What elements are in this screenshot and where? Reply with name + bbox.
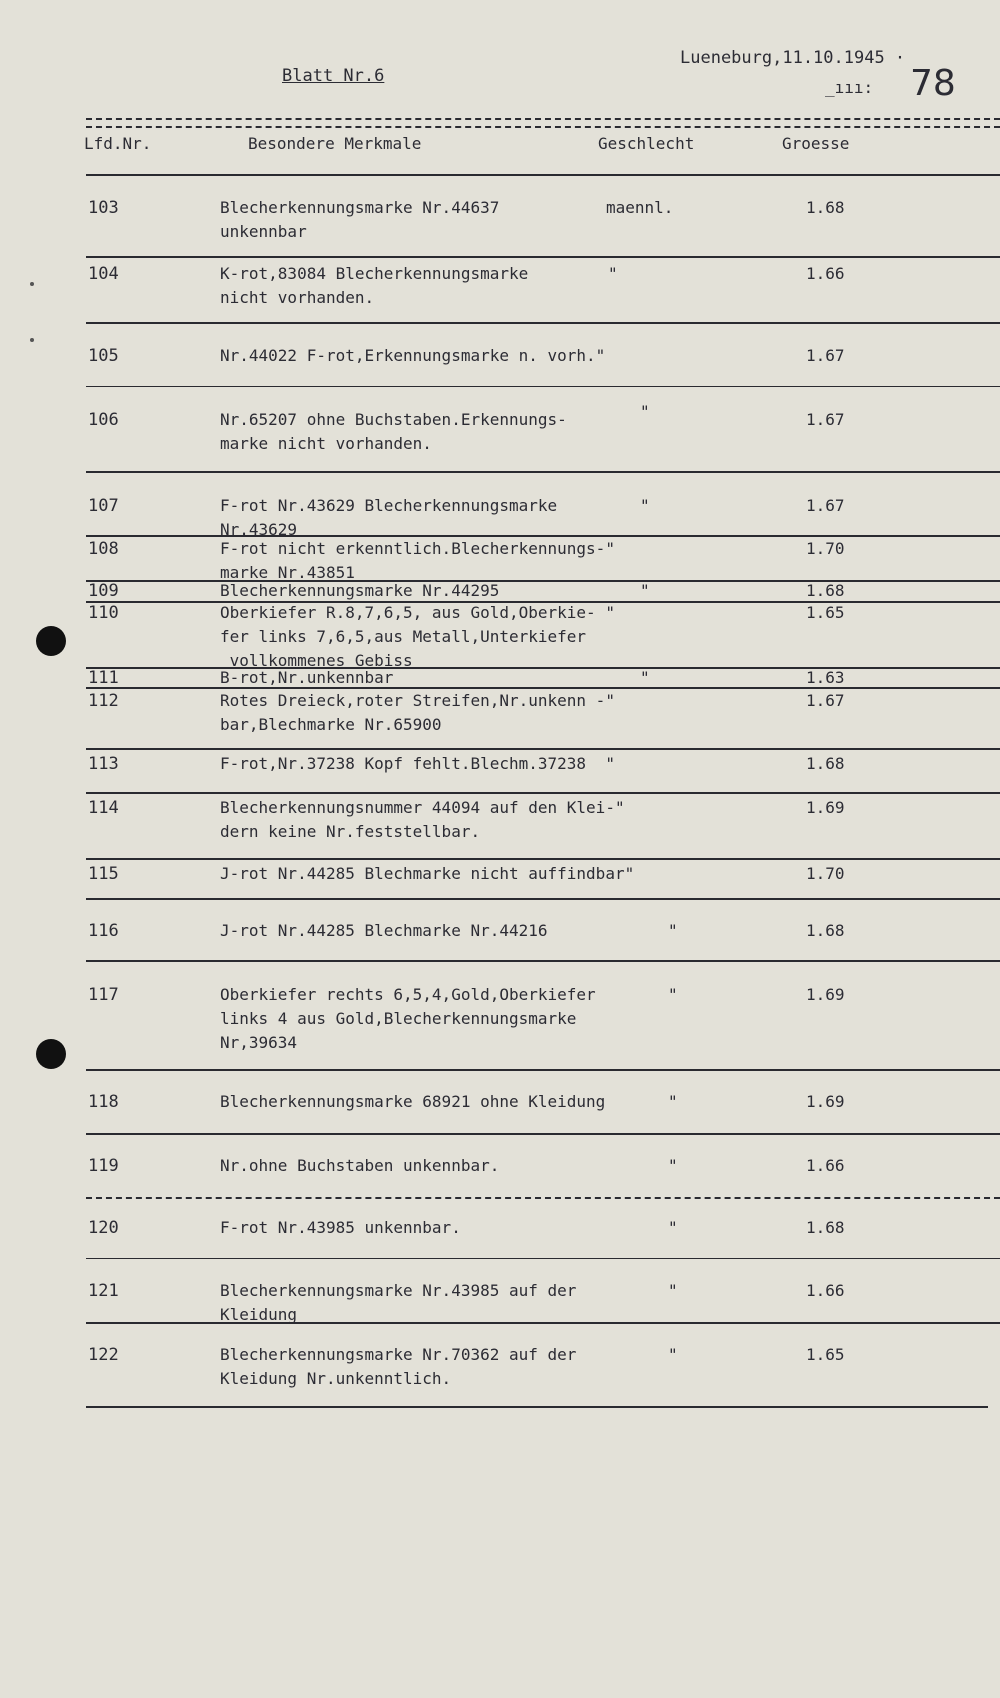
row-number: 106 [88,410,119,430]
row-size: 1.67 [806,691,845,710]
row-feature-line: J-rot Nr.44285 Blechmarke nicht auffindbar" [220,864,635,883]
row-number: 114 [88,798,119,818]
row-number: 111 [88,668,119,688]
row-rule [86,898,1000,900]
row-feature-line: vollkommenes Gebiss [220,651,413,670]
row-feature-line: B-rot,Nr.unkennbar [220,668,394,687]
row-number: 109 [88,581,119,601]
row-gender: " [668,1281,678,1300]
row-gender: " [608,264,618,283]
row-feature-line: F-rot Nr.43629 Blecherkennungsmarke [220,496,558,515]
row-gender: " [668,985,678,1004]
row-number: 117 [88,985,119,1005]
header-rule [86,174,1000,176]
row-feature-line: Blecherkennungsmarke 68921 ohne Kleidung [220,1092,606,1111]
row-feature-line: Rotes Dreieck,roter Streifen,Nr.unkenn -" [220,691,615,710]
row-size: 1.69 [806,985,845,1004]
row-gender: " [668,1345,678,1364]
punch-hole [36,1039,66,1069]
row-rule [86,1322,1000,1324]
row-feature-line: Nr.65207 ohne Buchstaben.Erkennungs- [220,410,567,429]
row-rule [86,960,1000,962]
row-number: 105 [88,346,119,366]
row-feature-line: F-rot nicht erkenntlich.Blecherkennungs-" [220,539,615,558]
row-gender: " [668,1156,678,1175]
row-feature-line: unkennbar [220,222,307,241]
row-number: 120 [88,1218,119,1238]
row-feature-line: Nr.ohne Buchstaben unkennbar. [220,1156,500,1175]
row-size: 1.65 [806,1345,845,1364]
row-gender: maennl. [606,198,674,217]
row-number: 122 [88,1345,119,1365]
row-feature-line: links 4 aus Gold,Blecherkennungsmarke [220,1009,577,1028]
row-feature-line: Nr,39634 [220,1033,298,1052]
row-rule [86,1258,1000,1259]
row-feature-line: Oberkiefer R.8,7,6,5, aus Gold,Oberkie- " [220,603,615,622]
row-size: 1.67 [806,410,845,429]
row-size: 1.69 [806,1092,845,1111]
row-size: 1.68 [806,198,845,217]
row-size: 1.66 [806,264,845,283]
row-gender: " [640,581,650,600]
column-header-features: Besondere Merkmale [248,134,422,153]
row-size: 1.67 [806,346,845,365]
row-number: 103 [88,198,119,218]
row-size: 1.66 [806,1156,845,1175]
row-number: 107 [88,496,119,516]
row-size: 1.70 [806,539,845,558]
row-number: 110 [88,603,119,623]
page-stamp-number: 78 [910,63,956,104]
row-size: 1.68 [806,754,845,773]
row-feature-line: Oberkiefer rechts 6,5,4,Gold,Oberkiefer [220,985,596,1004]
row-rule [86,748,1000,750]
row-feature-line: K-rot,83084 Blecherkennungsmarke [220,264,529,283]
header-double-rule [86,118,1000,128]
row-feature-line: Kleidung [220,1305,298,1324]
column-header-gender: Geschlecht [598,134,695,153]
column-header-lfd-nr: Lfd.Nr. [84,134,152,153]
row-rule [86,792,1000,794]
row-number: 118 [88,1092,119,1112]
row-rule [86,1133,1000,1135]
row-feature-line: bar,Blechmarke Nr.65900 [220,715,442,734]
row-feature-line: nicht vorhanden. [220,288,375,307]
row-feature-line: Blecherkennungsmarke Nr.44295 [220,581,500,600]
row-rule [86,386,1000,387]
stamp-marks: _ııı: [825,78,883,97]
row-rule [86,256,1000,258]
place-date: Lueneburg,11.10.1945 · [680,48,906,68]
row-number: 115 [88,864,119,884]
row-size: 1.68 [806,921,845,940]
row-number: 113 [88,754,119,774]
row-size: 1.67 [806,496,845,515]
row-feature-line: marke Nr.43851 [220,563,355,582]
row-feature-line: Kleidung Nr.unkenntlich. [220,1369,452,1388]
row-feature-line: Blecherkennungsnummer 44094 auf den Klei-" [220,798,625,817]
row-gender: " [640,402,650,421]
row-size: 1.68 [806,1218,845,1237]
row-feature-line: Nr.44022 F-rot,Erkennungsmarke n. vorh." [220,346,606,365]
row-gender: " [668,1218,678,1237]
row-size: 1.65 [806,603,845,622]
row-number: 108 [88,539,119,559]
row-number: 121 [88,1281,119,1301]
row-feature-line: Blecherkennungsmarke Nr.70362 auf der [220,1345,577,1364]
row-gender: " [640,668,650,687]
row-number: 104 [88,264,119,284]
row-feature-line: Blecherkennungsmarke Nr.43985 auf der [220,1281,577,1300]
row-size: 1.66 [806,1281,845,1300]
row-feature-line: marke nicht vorhanden. [220,434,432,453]
row-feature-line: F-rot Nr.43985 unkennbar. [220,1218,461,1237]
row-feature-line: Nr.43629 [220,520,298,539]
row-size: 1.70 [806,864,845,883]
row-rule [86,322,1000,324]
row-gender: " [668,921,678,940]
column-header-size: Groesse [782,134,850,153]
row-feature-line: F-rot,Nr.37238 Kopf fehlt.Blechm.37238 " [220,754,615,773]
row-size: 1.68 [806,581,845,600]
row-gender: " [640,496,650,515]
row-feature-line: J-rot Nr.44285 Blechmarke Nr.44216 [220,921,548,940]
row-size: 1.63 [806,668,845,687]
speck [30,282,34,286]
sheet-label: Blatt Nr.6 [282,66,385,86]
row-number: 119 [88,1156,119,1176]
row-rule [86,1197,1000,1199]
row-rule [86,471,1000,473]
row-gender: " [668,1092,678,1111]
punch-hole [36,626,66,656]
row-rule [86,1406,988,1408]
row-feature-line: Blecherkennungsmarke Nr.44637 [220,198,500,217]
row-feature-line: fer links 7,6,5,aus Metall,Unterkiefer [220,627,587,646]
row-rule [86,858,1000,860]
row-size: 1.69 [806,798,845,817]
row-feature-line: dern keine Nr.feststellbar. [220,822,481,841]
row-number: 112 [88,691,119,711]
row-rule [86,1069,1000,1071]
row-number: 116 [88,921,119,941]
speck [30,338,34,342]
